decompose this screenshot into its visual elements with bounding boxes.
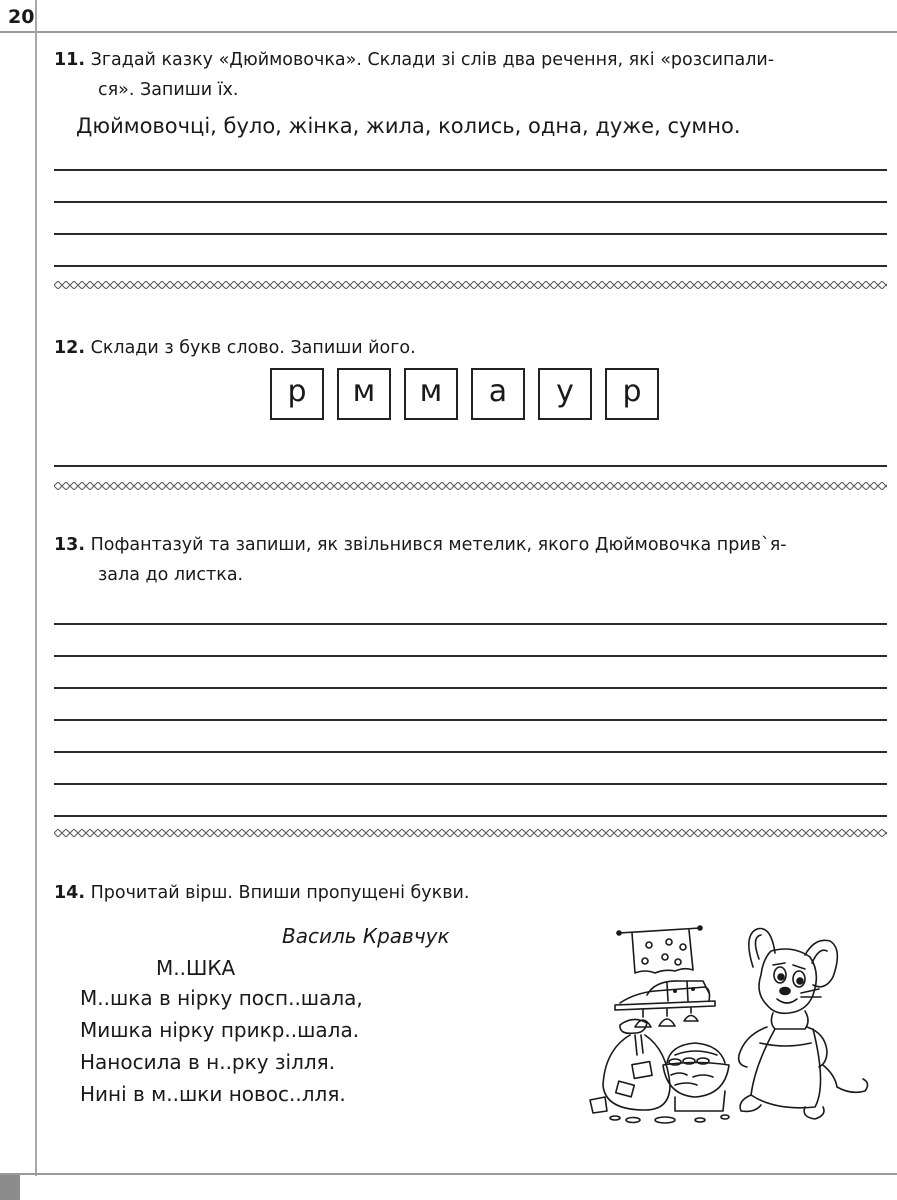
margin-line <box>35 0 37 1176</box>
writing-line[interactable] <box>54 719 887 721</box>
writing-line[interactable] <box>54 265 887 267</box>
writing-line[interactable] <box>54 687 887 689</box>
footer-divider <box>0 1173 897 1175</box>
writing-line[interactable] <box>54 751 887 753</box>
mouse-with-pantry-icon <box>575 915 875 1125</box>
poem-line: Наносила в н..рку зілля. <box>80 1050 336 1074</box>
writing-line[interactable] <box>54 169 887 171</box>
task-11-instructions <box>54 45 894 105</box>
zigzag-divider <box>54 482 887 490</box>
letter-box: р <box>605 368 659 420</box>
header-divider <box>0 31 897 33</box>
poem-line: М..шка в нірку посп..шала, <box>80 986 363 1010</box>
zigzag-divider <box>54 281 887 289</box>
poem-author: Василь Кравчук <box>282 924 450 948</box>
task-number: 13. <box>54 535 86 555</box>
task-text-continued: ся». Запиши їх. <box>98 80 239 100</box>
poem-line: Мишка нірку прикр..шала. <box>80 1018 360 1042</box>
writing-line[interactable] <box>54 465 887 467</box>
task-text: Згадай казку «Дюймовочка». Склади зі слів два речення, які «розсипали- <box>90 50 775 70</box>
task-text: Пофантазуй та запиши, як звільнився метелик, якого Дюймовочка прив`я- <box>90 535 787 555</box>
letter-box: а <box>471 368 525 420</box>
task-number: 14. <box>54 883 86 903</box>
task-text: Прочитай вірш. Впиши пропущені букви. <box>90 883 470 903</box>
writing-line[interactable] <box>54 233 887 235</box>
writing-line[interactable] <box>54 201 887 203</box>
poem-title: М..ШКА <box>156 956 236 980</box>
page-number: 20 <box>8 6 35 28</box>
task-number: 11. <box>54 50 86 70</box>
writing-line[interactable] <box>54 783 887 785</box>
task-text: Склади з букв слово. Запиши його. <box>90 338 416 358</box>
writing-line[interactable] <box>54 815 887 817</box>
letter-boxes <box>270 368 659 420</box>
task-12-instructions <box>54 333 416 363</box>
task-text-continued: зала до листка. <box>98 565 244 585</box>
zigzag-divider <box>54 829 887 837</box>
task-number: 12. <box>54 338 86 358</box>
writing-line[interactable] <box>54 655 887 657</box>
letter-box: р <box>270 368 324 420</box>
task-11-word-list: Дюймовочці, було, жінка, жила, колись, одна, дуже, сумно. <box>76 114 741 138</box>
letter-box: м <box>337 368 391 420</box>
poem-line: Нині в м..шки новос..лля. <box>80 1082 346 1106</box>
letter-box: м <box>404 368 458 420</box>
corner-marker <box>0 1175 20 1200</box>
task-14-instructions <box>54 878 469 908</box>
task-13-instructions <box>54 530 894 590</box>
letter-box: у <box>538 368 592 420</box>
writing-line[interactable] <box>54 623 887 625</box>
